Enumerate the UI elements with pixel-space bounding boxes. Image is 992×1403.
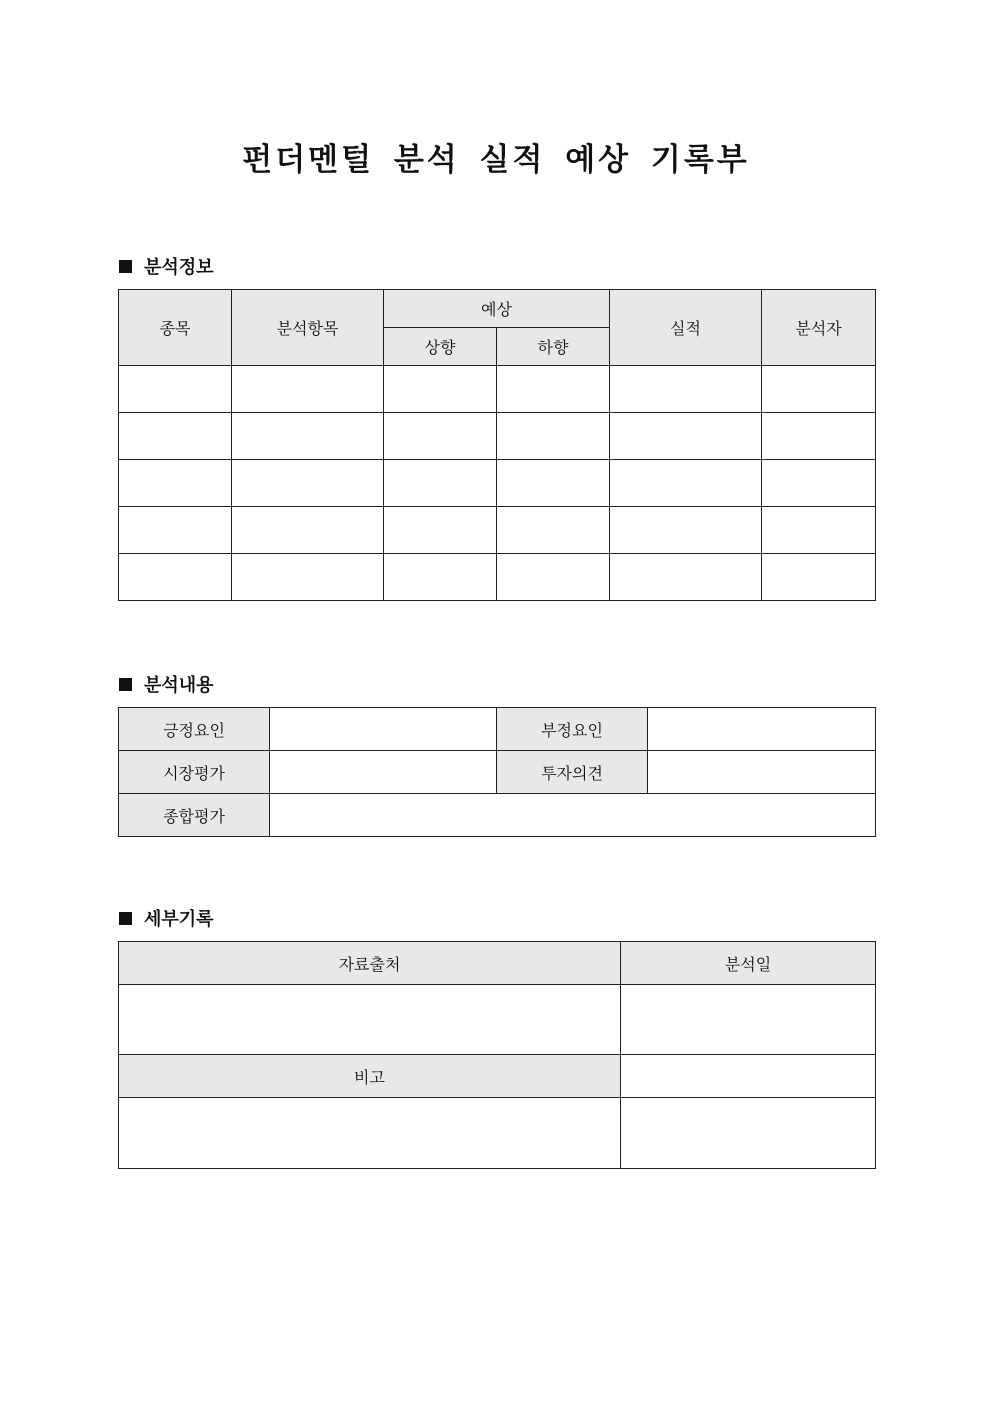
- cell-stock[interactable]: [119, 366, 232, 413]
- field-negative-factors[interactable]: [648, 708, 876, 751]
- header-stock: 종목: [119, 290, 232, 366]
- section-heading-analysis-info: [119, 253, 214, 279]
- label-investment-opinion: 투자의견: [497, 751, 648, 794]
- field-remarks-side-lower[interactable]: [621, 1098, 876, 1169]
- cell-stock[interactable]: [119, 507, 232, 554]
- square-bullet-icon: [119, 260, 132, 273]
- cell-forecast-up[interactable]: [384, 554, 497, 601]
- header-forecast-up: 상향: [384, 328, 497, 366]
- cell-forecast-up[interactable]: [384, 460, 497, 507]
- field-data-source[interactable]: [119, 985, 621, 1055]
- square-bullet-icon: [119, 678, 132, 691]
- field-analysis-date[interactable]: [621, 985, 876, 1055]
- label-overall-evaluation: 종합평가: [119, 794, 270, 837]
- table-row: [119, 413, 876, 460]
- header-forecast: 예상: [384, 290, 610, 328]
- cell-analyst[interactable]: [762, 413, 876, 460]
- header-remarks: 비고: [119, 1055, 621, 1098]
- header-analysis-date: 분석일: [621, 942, 876, 985]
- cell-forecast-down[interactable]: [497, 507, 610, 554]
- detailed-record-table: [118, 941, 876, 1169]
- cell-stock[interactable]: [119, 413, 232, 460]
- section-heading-detailed-record: [119, 905, 214, 931]
- cell-actual[interactable]: [610, 554, 762, 601]
- cell-analysis-item[interactable]: [232, 507, 384, 554]
- label-negative-factors: 부정요인: [497, 708, 648, 751]
- section-heading-label: 세부기록: [144, 909, 214, 930]
- table-row: [119, 366, 876, 413]
- cell-stock[interactable]: [119, 554, 232, 601]
- table-row: [119, 554, 876, 601]
- field-market-evaluation[interactable]: [270, 751, 497, 794]
- section-heading-label: 분석내용: [144, 675, 214, 696]
- cell-stock[interactable]: [119, 460, 232, 507]
- cell-analyst[interactable]: [762, 507, 876, 554]
- field-positive-factors[interactable]: [270, 708, 497, 751]
- cell-analysis-item[interactable]: [232, 413, 384, 460]
- label-market-evaluation: 시장평가: [119, 751, 270, 794]
- header-analysis-item: 분석항목: [232, 290, 384, 366]
- cell-forecast-up[interactable]: [384, 366, 497, 413]
- cell-forecast-down[interactable]: [497, 554, 610, 601]
- cell-analyst[interactable]: [762, 366, 876, 413]
- square-bullet-icon: [119, 912, 132, 925]
- cell-actual[interactable]: [610, 366, 762, 413]
- cell-analyst[interactable]: [762, 554, 876, 601]
- cell-forecast-up[interactable]: [384, 413, 497, 460]
- cell-analysis-item[interactable]: [232, 366, 384, 413]
- analysis-info-table: [118, 289, 876, 601]
- cell-forecast-down[interactable]: [497, 366, 610, 413]
- cell-actual[interactable]: [610, 507, 762, 554]
- cell-analysis-item[interactable]: [232, 460, 384, 507]
- header-actual: 실적: [610, 290, 762, 366]
- analysis-content-table: [118, 707, 876, 837]
- cell-forecast-down[interactable]: [497, 413, 610, 460]
- table-row: [119, 507, 876, 554]
- cell-analysis-item[interactable]: [232, 554, 384, 601]
- table-row: [119, 460, 876, 507]
- field-remarks[interactable]: [119, 1098, 621, 1169]
- field-remarks-side[interactable]: [621, 1055, 876, 1098]
- cell-actual[interactable]: [610, 460, 762, 507]
- section-heading-analysis-content: [119, 671, 214, 697]
- header-forecast-down: 하향: [497, 328, 610, 366]
- header-data-source: 자료출처: [119, 942, 621, 985]
- section-heading-label: 분석정보: [144, 257, 214, 278]
- cell-forecast-down[interactable]: [497, 460, 610, 507]
- page-title: 펀더멘털 분석 실적 예상 기록부: [242, 142, 750, 178]
- header-analyst: 분석자: [762, 290, 876, 366]
- cell-actual[interactable]: [610, 413, 762, 460]
- field-overall-evaluation[interactable]: [270, 794, 876, 837]
- field-investment-opinion[interactable]: [648, 751, 876, 794]
- label-positive-factors: 긍정요인: [119, 708, 270, 751]
- cell-forecast-up[interactable]: [384, 507, 497, 554]
- cell-analyst[interactable]: [762, 460, 876, 507]
